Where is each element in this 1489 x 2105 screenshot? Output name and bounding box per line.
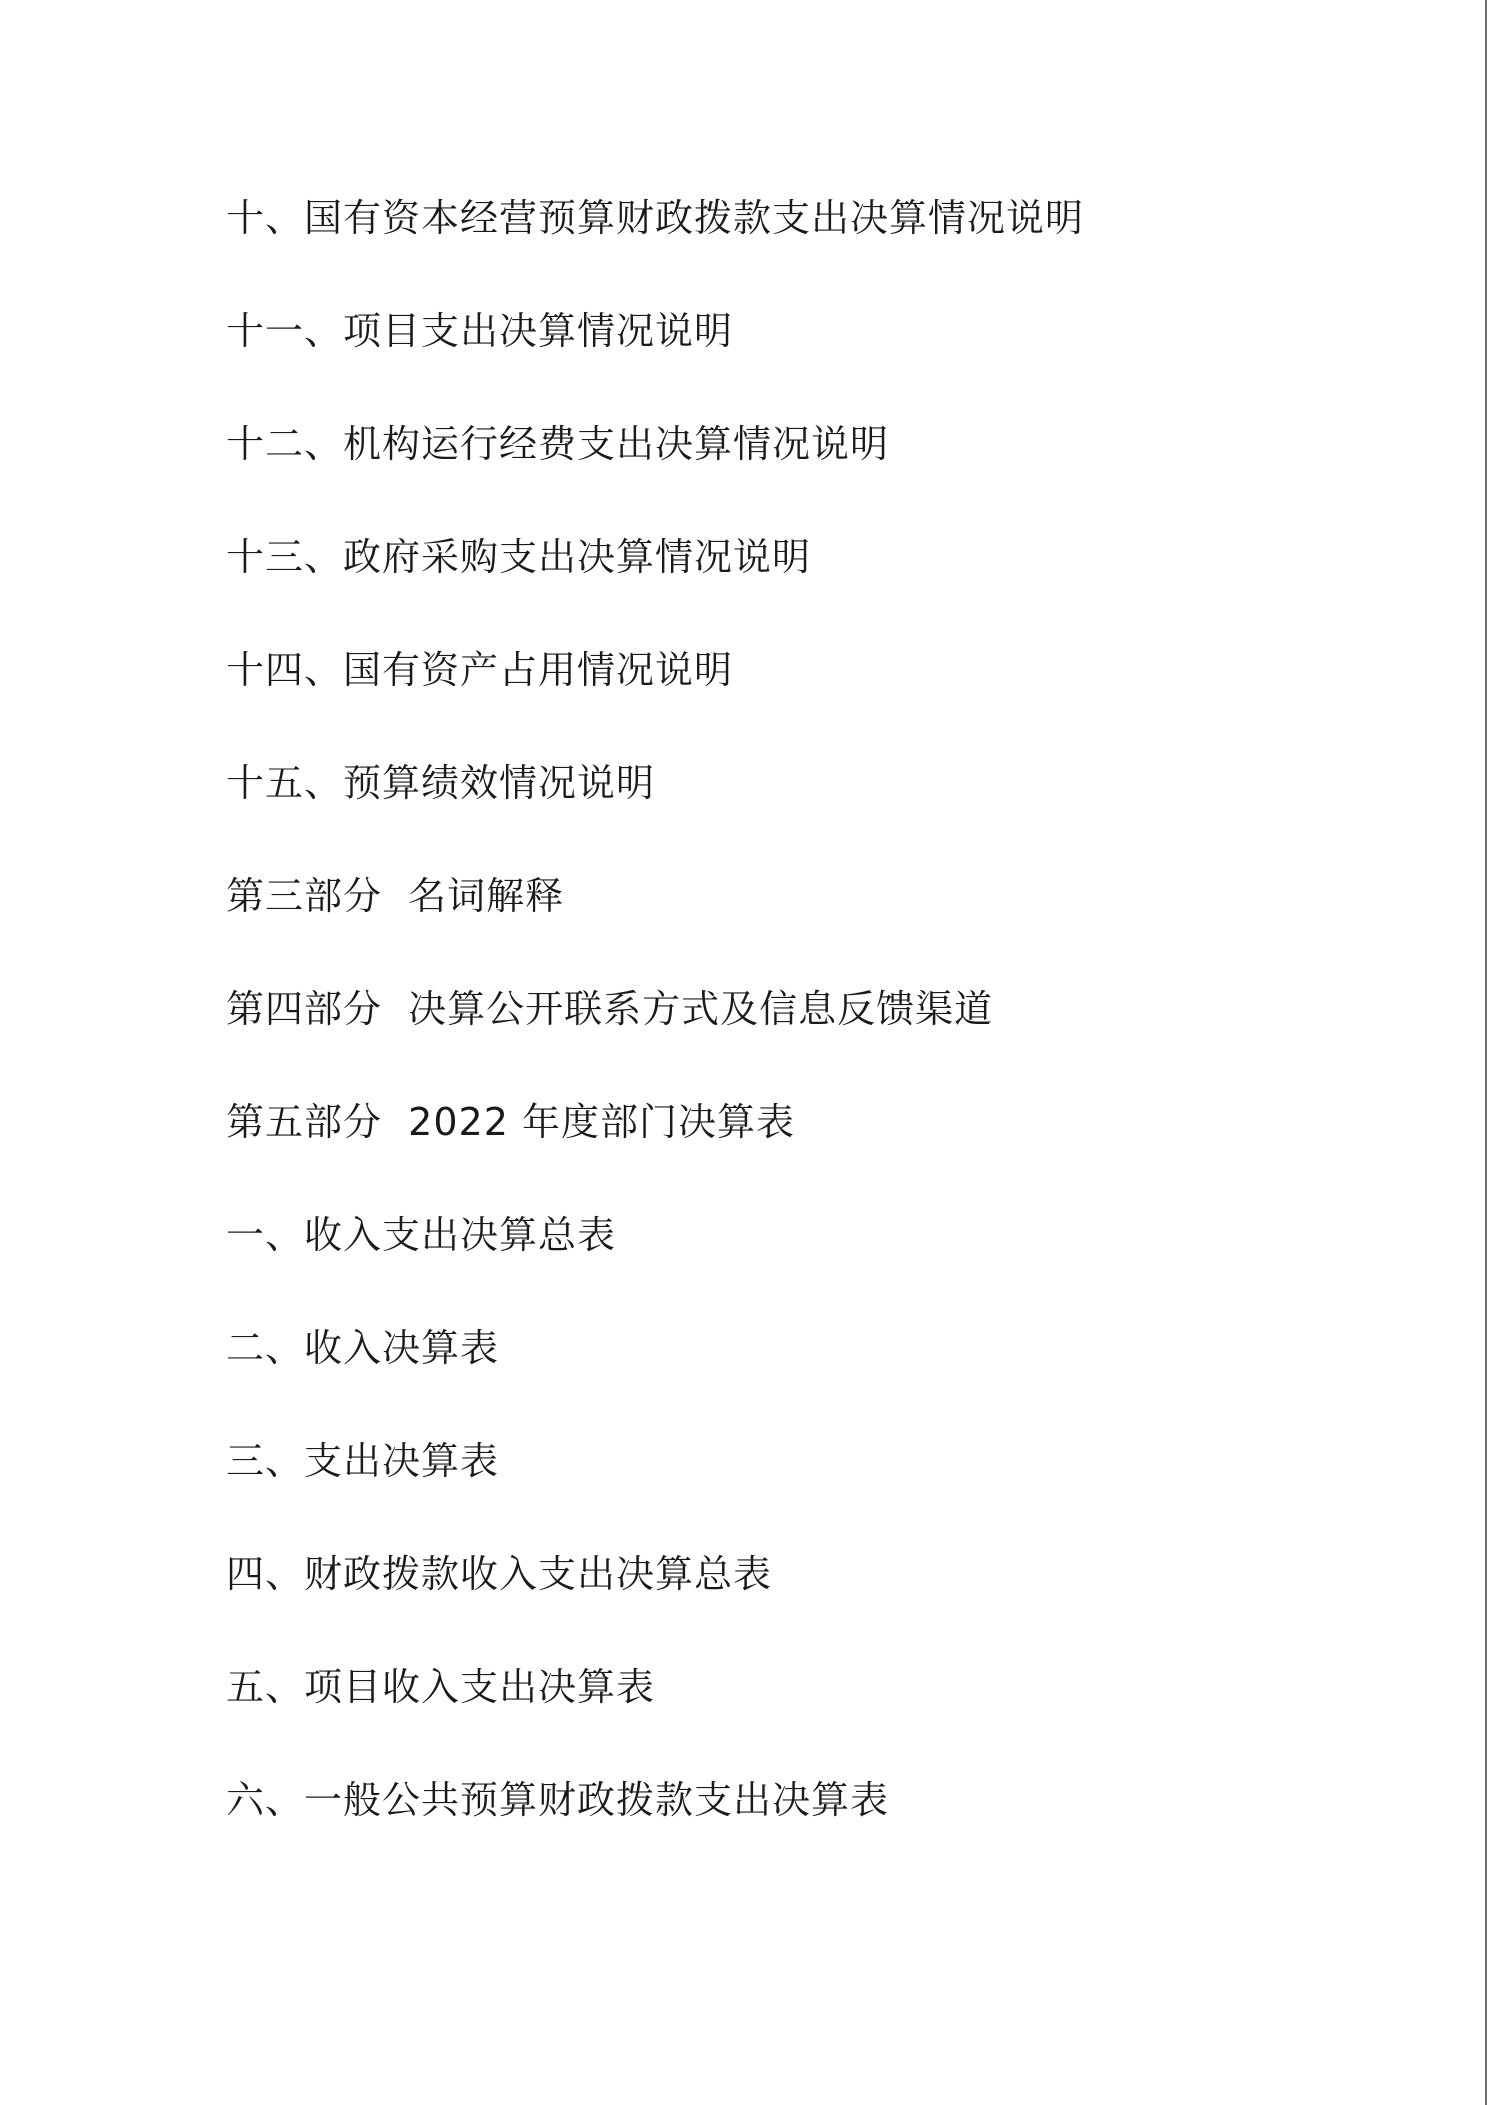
toc-item-section-14: 十四、国有资产占用情况说明: [226, 648, 734, 692]
toc-item-table-6: 六、一般公共预算财政拨款支出决算表: [226, 1778, 890, 1822]
toc-item-table-2: 二、收入决算表: [226, 1326, 500, 1370]
page-edge-divider: [1485, 0, 1487, 2105]
toc-item-part-5: 第五部分 2022 年度部门决算表: [226, 1100, 795, 1144]
toc-item-table-5: 五、项目收入支出决算表: [226, 1665, 656, 1709]
toc-item-section-10: 十、国有资本经营预算财政拨款支出决算情况说明: [226, 196, 1085, 240]
toc-item-part-3: 第三部分 名词解释: [226, 874, 565, 918]
toc-item-section-11: 十一、项目支出决算情况说明: [226, 309, 734, 353]
toc-item-section-15: 十五、预算绩效情况说明: [226, 761, 656, 805]
toc-item-section-12: 十二、机构运行经费支出决算情况说明: [226, 422, 890, 466]
toc-item-table-1: 一、收入支出决算总表: [226, 1213, 617, 1257]
toc-item-section-13: 十三、政府采购支出决算情况说明: [226, 535, 812, 579]
toc-item-table-3: 三、支出决算表: [226, 1439, 500, 1483]
table-of-contents: [226, 188, 1084, 1883]
toc-item-part-4: 第四部分 决算公开联系方式及信息反馈渠道: [226, 987, 994, 1031]
toc-item-table-4: 四、财政拨款收入支出决算总表: [226, 1552, 773, 1596]
